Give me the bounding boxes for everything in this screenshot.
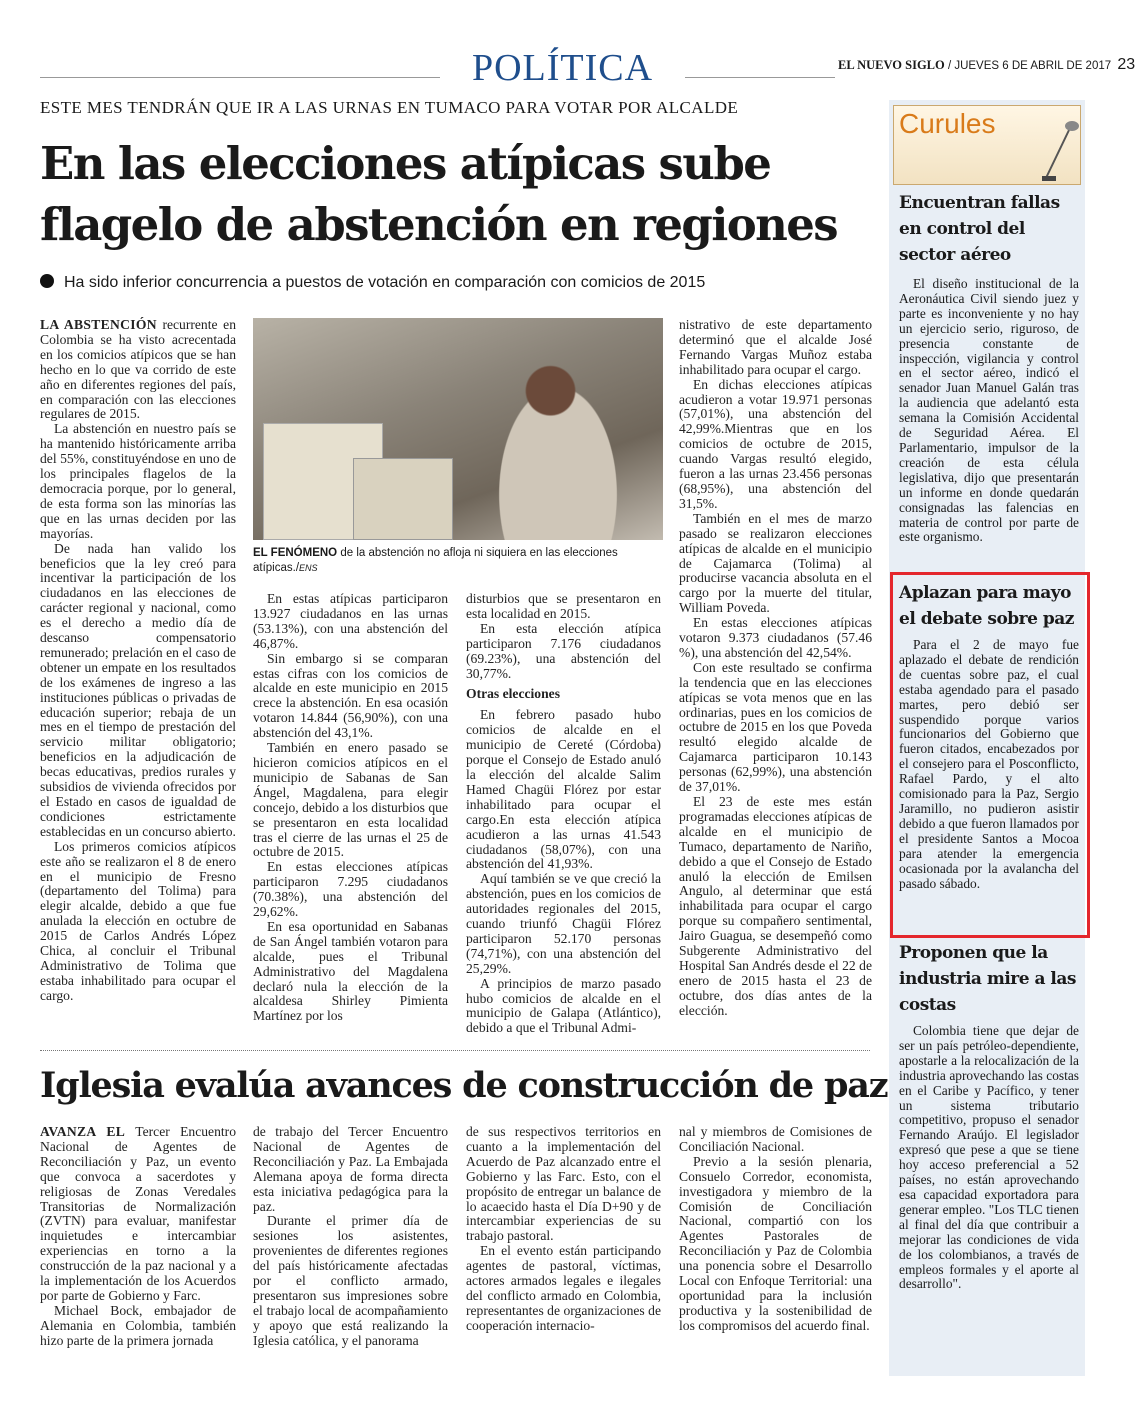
paragraph: A principios de marzo pasado hubo comicios de alcalde en el municipio de Galapa (Atlántico), debido a que el Tribunal Admi- bbox=[466, 975, 661, 1036]
second-column-4 bbox=[679, 1125, 872, 1375]
ballot-box bbox=[353, 458, 453, 540]
sidebar-item-3-body: Colombia tiene que dejar de ser un país petróleo-dependiente, apostarle a la relocalización de la industria aprovechando las costas en el Caribe y Pacífico, y tener un sistema tributario competitivo, propuso el senador Fernando Araújo. El legislador expresó que pese a que se tiene hoy acceso preferencial a 52 países, no están aprovechando esa capacidad exportadora para generar empleo. "Los TLC tienen al final del día que contribuir a mejorar las condiciones de vida de los colombianos, a través de empleos formales y el aporte al desarrollo". bbox=[899, 1023, 1079, 1292]
paragraph: En esa oportunidad en Sabanas de San Ángel también votaron para alcalde, pues el Tribunal Administrativo del Magdalena declaró nula la elección de la alcaldesa Shirley Pimienta Martínez por los bbox=[253, 918, 448, 1024]
paragraph: Con este resultado se confirma la tendencia que en las elecciones atípicas se vota menos que en las ordinarias, pues en los comicios de octubre de 2015 en los que Poveda resultó elegido alcalde de Cajamarca participaron 10.143 personas (62,99%), una abstención de 37,01%. bbox=[679, 659, 872, 795]
paragraph: En estas elecciones atípicas participaron 7.295 ciudadanos (70.38%), una abstención del 29,62%. bbox=[253, 859, 448, 920]
paragraph: nistrativo de este departamento determinó que el alcalde José Fernando Vargas Muñoz estaba inhabilitado para ocupar el cargo. bbox=[679, 317, 872, 377]
paragraph: LA ABSTENCIÓN recurrente en Colombia se ha visto acrecentada en los comicios atípicos que se han hecho en lo que va corrido de este año en diferentes regiones del país, en comparación con las elecciones regulares de 2015. bbox=[40, 317, 236, 422]
sidebar-item-1-body: El diseño institucional de la Aeronáutica Civil siendo juez y parte es inconveniente y no hay un ejercicio serio, riguroso, de presencia constante de inspección, vigilancia y control en el sector aéreo, indicó el senador Juan Manuel Galán tras la audiencia que adelantó esta semana la Comisión Accidental de Seguridad Aérea. El Parlamentario, impulsor de la creación de esta célula legislativa, dijo que presentarán un informe en donde quedarán consignadas las falencias en materia de control por parte de este organismo. bbox=[899, 276, 1079, 545]
paragraph: Sin embargo si se comparan estas cifras con los comicios de alcalde en este municipio en 2015 crece la abstención. En esa ocasión votaron 14.844 (56,90%), con una abstención del 43,1%. bbox=[253, 650, 448, 741]
sidebar-item-2-title: Aplazan para mayo el debate sobre paz bbox=[899, 583, 1074, 629]
paragraph: En estas atípicas participaron 13.927 ciudadanos en las urnas (53.13%), con una abstención del 46,87%. bbox=[253, 591, 448, 651]
paragraph: En dichas elecciones atípicas acudieron a votar 19.971 personas (57,01%), una abstención del 42,99%.Mientras que en los comicios de octubre de 2015, cuando Vargas resultó elegido, fueron a las urnas 23.456 personas (68,95%), una abstención del 31,5%. bbox=[679, 376, 872, 511]
paragraph: El 23 de este mes están programadas elecciones atípicas de alcalde en el municipio de Tumaco, departamento de Nariño, debido a que el Consejo de Estado anuló la elección de Emilsen Angulo, al determinar que está inhabilitada para ocupar el cargo porque su compañero sentimental, Jairo Guagua, se desempeñó como Subgerente Administrativo del Hospital San Andrés desde el 22 de enero de 2015 hasta el 23 de octubre, dos días antes de la elección. bbox=[679, 794, 872, 1018]
paragraph: Durante el primer día de sesiones los asistentes, provenientes de diferentes regiones del país históricamente afectadas por el conflicto armado, presentaron sus impresiones sobre el trabajo local de acompañamiento y apoyo que está realizando la Iglesia católica, y el panorama bbox=[253, 1213, 448, 1348]
photo-credit: ENS bbox=[299, 563, 318, 573]
paragraph: Los primeros comicios atípicos este año se realizaron el 8 de enero en el municipio de Fresno (departamento del Tolima) para elegir alcalde, debido a que fue anulada la elección en octubre de 2015 de Carlos Andrés López Chica, al concluir el Tribunal Administrativo de Tolima que estaba inhabilitado para ocupar el cargo. bbox=[40, 838, 236, 1003]
issue-date: / JUEVES 6 DE ABRIL DE 2017 bbox=[947, 60, 1112, 72]
paper-name: EL NUEVO SIGLO bbox=[838, 58, 945, 72]
voter-figure bbox=[483, 358, 633, 540]
paragraph: En estas elecciones atípicas votaron 9.373 ciudadanos (57.46 %), una abstención del 42,54%. bbox=[679, 615, 872, 660]
section-title: POLÍTICA bbox=[471, 47, 654, 89]
second-column-2 bbox=[253, 1125, 448, 1375]
bullet-icon bbox=[40, 274, 54, 288]
page-number: 23 bbox=[1117, 56, 1135, 73]
paragraph: En el evento están participando agentes de pastoral, víctimas, actores armados legales e ilegales del conflicto armado en Colombia, representantes de organizaciones de cooperación internacio- bbox=[466, 1243, 661, 1333]
article-kicker: ESTE MES TENDRÁN QUE IR A LAS URNAS EN TUMACO PARA VOTAR POR ALCALDE bbox=[40, 98, 739, 117]
paragraph: de trabajo del Tercer Encuentro Nacional de Agentes de Reconciliación y Paz. La Embajada Alemana apoya de forma directa esta iniciativa pedagógica para la paz. bbox=[253, 1124, 448, 1214]
second-column-1 bbox=[40, 1125, 236, 1375]
paragraph: Previo a la sesión plenaria, Consuelo Corredor, economista, investigadora y miembro de la Comisión de Conciliación Nacional, compartió con los Agentes Pastorales de Reconciliación y Paz de Colombia una ponencia sobre el Desarrollo Local con Enfoque Territorial: una oportunidad para la inclusión productiva y la sostenibilidad de los compromisos del acuerdo final. bbox=[679, 1153, 872, 1333]
paragraph: disturbios que se presentaron en esta localidad en 2015. bbox=[466, 591, 661, 621]
paragraph: De nada han valido los beneficios que la ley creó para incentivar la participación de los ciudadanos en las elecciones de carácter regional y nacional, como es el derecho a medio día de descanso compensatorio remunerado; prelación en el caso de obtener un empate en los resultados de los exámenes de ingreso a las instituciones públicas o privadas de educación superior; rebaja de un mes en el tiempo de prestación del servicio militar obligatorio; beneficios en la adjudicación de becas educativas, predios rurales y subsidios de vivienda ofrecidos por el Estado en casos de igualdad de condiciones estrictamente establecidas en un concurso abierto. bbox=[40, 540, 236, 839]
microphone-icon bbox=[1040, 118, 1080, 182]
paragraph: La abstención en nuestro país se ha mantenido históricamente arriba del 55%, constituyéndose en uno de los principales flagelos de la democracia porque, por lo general, de esta forma son las minorías las que en las urnas deciden por las mayorías. bbox=[40, 421, 236, 541]
header-rule-left bbox=[40, 77, 440, 78]
article-column-4 bbox=[679, 318, 872, 1034]
curules-title: Curules bbox=[899, 108, 996, 139]
paragraph: nal y miembros de Comisiones de Conciliación Nacional. bbox=[679, 1124, 872, 1154]
second-column-3 bbox=[466, 1125, 661, 1375]
header-rule-right bbox=[685, 77, 835, 78]
sidebar-item-2-body: Para el 2 de mayo fue aplazado el debate de rendición de cuentas sobre paz, el cual estaba agendado para el pasado martes, pero debió ser suspendido porque varios funcionarios del Gobierno que fueron citados, encabezados por el consejero para el Posconflicto, Rafael Pardo, y el alto comisionado para la Paz, Sergio Jaramillo, no pudieron asistir debido a que fueron llamados por el presidente Santos a Mocoa para atender la emergencia ocasionada por la avalancha del pasado sábado. bbox=[899, 637, 1079, 891]
subhead-text: Ha sido inferior concurrencia a puestos de votación en comparación con comicios de 2015 bbox=[64, 274, 706, 291]
paragraph: Michael Bock, embajador de Alemania en Colombia, también hizo parte de la primera jornada bbox=[40, 1302, 236, 1348]
news-photo bbox=[253, 318, 663, 540]
sidebar-item-1-title: Encuentran fallas en control del sector aéreo bbox=[899, 193, 1060, 265]
paragraph: También en el mes de marzo pasado se realizaron elecciones atípicas de alcalde en el municipio de Cajamarca (Tolima) al producirse vacancia absoluta en el cargo por la muerte del titular, William Poveda. bbox=[679, 510, 872, 616]
article-column-2 bbox=[253, 592, 448, 1034]
paragraph: Aquí también se ve que creció la abstención, pues en los comicios de autoridades regionales del 2015, cuando triunfó Chagüi Flórez participaron 52.170 personas (74,71%), con una abstención del 25,29%. bbox=[466, 871, 661, 976]
paragraph: En esta elección atípica participaron 7.176 ciudadanos (69.23%), una abstención del 30,77%. bbox=[466, 620, 661, 681]
paragraph: También en enero pasado se hicieron comicios atípicos en el municipio de Sabanas de San Ángel, Magdalena, para elegir concejo, debido a los disturbios que se presentaron en esta localidad tras el cierre de las urnas el 25 de octubre de 2015. bbox=[253, 740, 448, 860]
masthead-info bbox=[838, 56, 1135, 74]
paragraph: de sus respectivos territorios en cuanto a la implementación del Acuerdo de Paz alcanzado entre el Gobierno y las Farc. Esto, con el propósito de entregar un balance de lo acaecido hasta el Día D+90 y de intercambiar experiencias de su trabajo pastoral. bbox=[466, 1124, 661, 1244]
second-headline: Iglesia evalúa avances de construcción de paz bbox=[40, 1065, 888, 1106]
photo-caption: EL FENÓMENO de la abstención no afloja ni siquiera en las elecciones atípicas./ENS bbox=[253, 547, 618, 574]
article-column-3 bbox=[466, 592, 661, 1034]
paragraph: En febrero pasado hubo comicios de alcalde en el municipio de Cereté (Córdoba) porque el Consejo de Estado anuló la elección del alcalde Salim Hamed Chagüi Flórez por estar inhabilitado para ocupar el cargo.En esta elección atípica acudieron a las urnas 41.543 ciudadanos (58,07%), con una abstención del 41,93%. bbox=[466, 707, 661, 872]
paragraph: AVANZA EL Tercer Encuentro Nacional de Agentes de Reconciliación y Paz, un evento que convoca a sacerdotes y religiosas de Zonas Veredales Transitorias de Normalización (ZVTN) para evaluar, manifestar inquietudes e intercambiar experiencias en torno a la construcción de la paz nacional y a la implementación de los Acuerdos por parte de Gobierno y Farc. bbox=[40, 1124, 236, 1303]
lead-in: LA ABSTENCIÓN bbox=[40, 317, 157, 332]
article-headline: En las elecciones atípicas sube flagelo de abstención en regiones bbox=[40, 137, 838, 251]
section-subhead: Otras elecciones bbox=[466, 686, 560, 702]
article-subhead bbox=[40, 274, 870, 292]
article-column-1 bbox=[40, 318, 236, 1034]
article-divider bbox=[40, 1050, 870, 1051]
lead-in: AVANZA EL bbox=[40, 1124, 126, 1139]
sidebar-item-3-title: Proponen que la industria mire a las costas bbox=[899, 943, 1076, 1015]
